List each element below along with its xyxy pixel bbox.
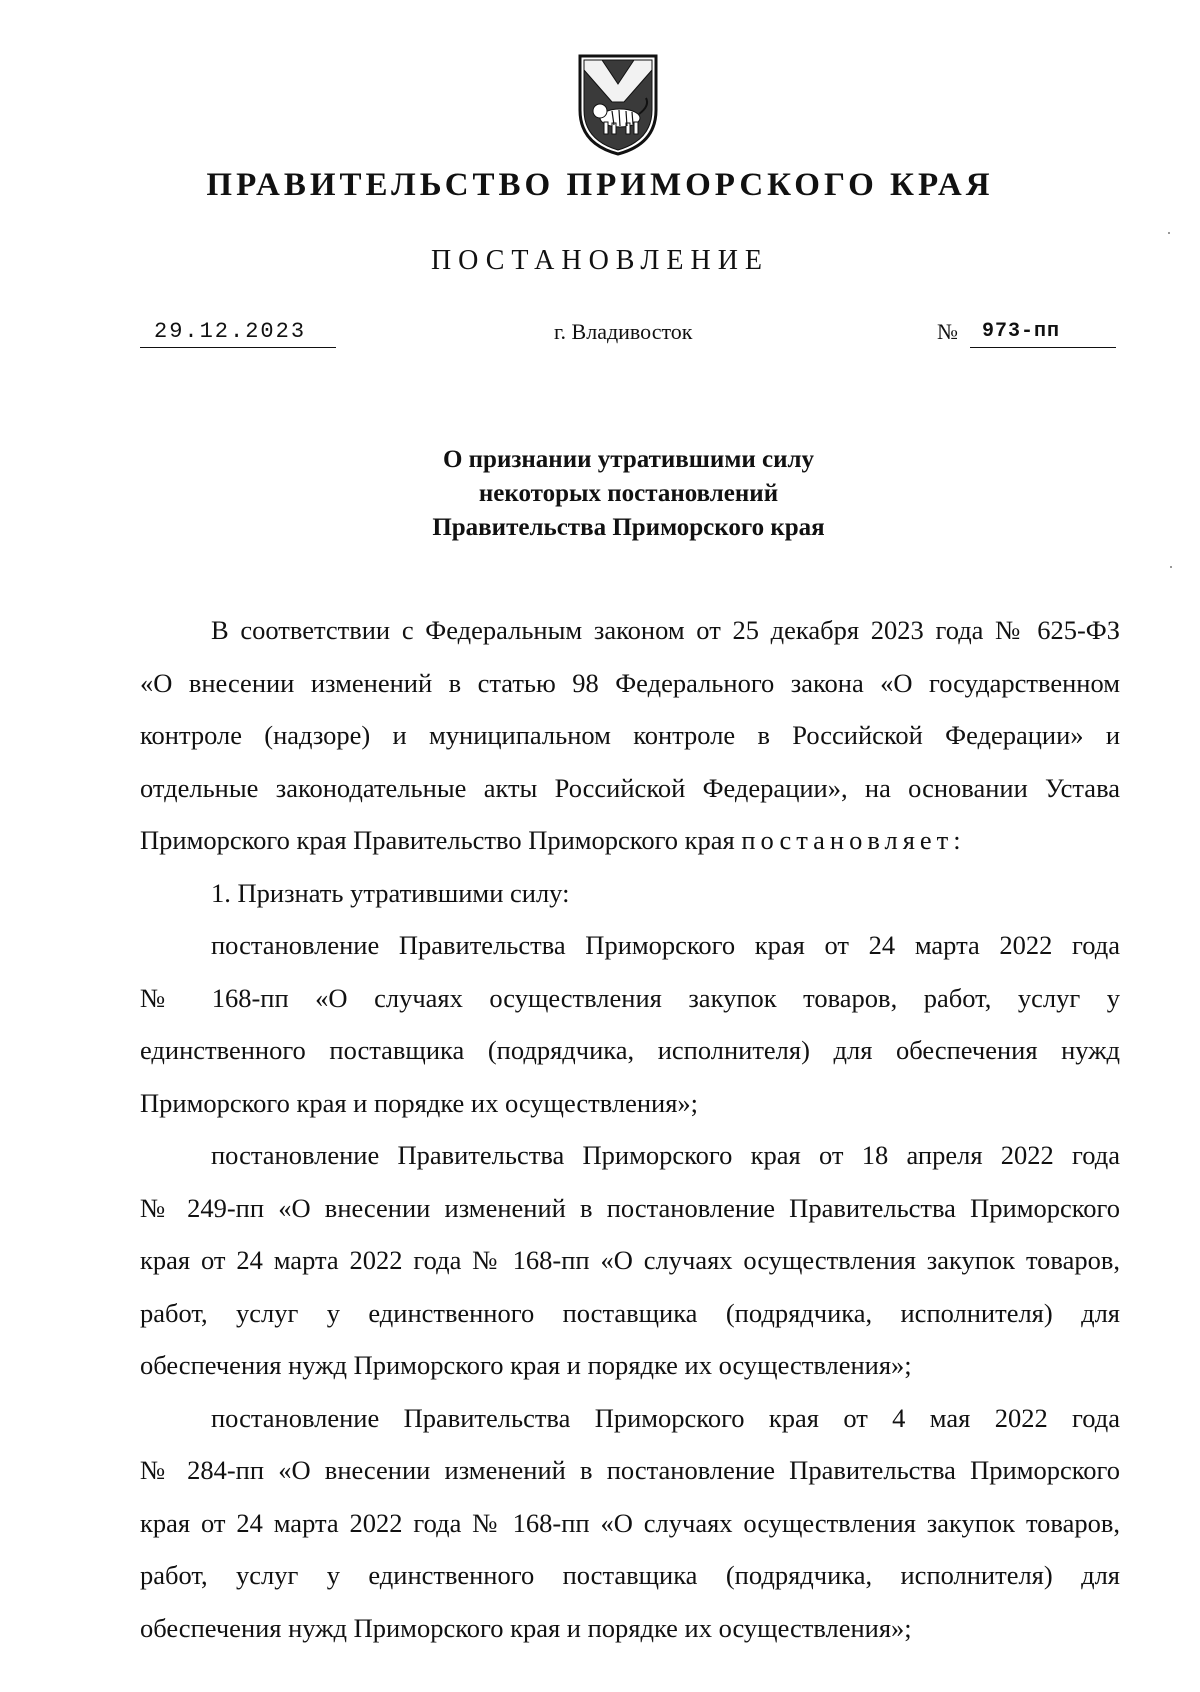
- subject-line: Правительства Приморского края: [432, 514, 825, 541]
- subject-line: некоторых постановлений: [478, 480, 779, 507]
- government-title: ПРАВИТЕЛЬСТВО ПРИМОРСКОГО КРАЯ: [206, 167, 994, 203]
- body-line: № 168-пп «О случаях осуществления закупок товаров, работ, услуг у: [140, 982, 1120, 1013]
- document-city: г. Владивосток: [554, 319, 693, 344]
- body-line: Приморского края и порядке их осуществления»;: [140, 1087, 699, 1118]
- body-line: постановление Правительства Приморского края от 4 мая 2022 года: [211, 1402, 1120, 1433]
- list-item: 1. Признать утратившими силу:: [211, 877, 570, 908]
- body-line: края от 24 марта 2022 года № 168-пп «О случаях осуществления закупок товаров,: [140, 1507, 1120, 1538]
- body-line: единственного поставщика (подрядчика, исполнителя) для обеспечения нужд: [140, 1035, 1120, 1065]
- subject-line: О признании утратившими силу: [442, 446, 815, 473]
- body-line: постановление Правительства Приморского края от 24 марта 2022 года: [211, 930, 1120, 960]
- decree-verb: постановляет:: [741, 825, 966, 855]
- document-number: 973-пп: [970, 318, 1116, 348]
- document-type: ПОСТАНОВЛЕНИЕ: [430, 245, 770, 276]
- coat-of-arms-icon: [572, 48, 664, 158]
- body-line: № 249-пп «О внесении изменений в постановление Правительства Приморского: [140, 1192, 1120, 1223]
- body-line: работ, услуг у единственного поставщика (подрядчика, исполнителя) для: [140, 1560, 1120, 1590]
- document-subject: [0, 443, 1200, 545]
- body-line: № 284-пп «О внесении изменений в постановление Правительства Приморского: [140, 1455, 1120, 1485]
- body-line: обеспечения нужд Приморского края и порядке их осуществления»;: [140, 1350, 912, 1380]
- document-date: 29.12.2023: [140, 318, 336, 348]
- body-line: «О внесении изменений в статью 98 Федерального закона «О государственном: [140, 667, 1120, 698]
- document-body: [140, 604, 1120, 1654]
- body-line: постановление Правительства Приморского края от 18 апреля 2022 года: [211, 1140, 1120, 1170]
- body-line: края от 24 марта 2022 года № 168-пп «О случаях осуществления закупок товаров,: [140, 1245, 1120, 1275]
- body-line: работ, услуг у единственного поставщика (подрядчика, исполнителя) для: [140, 1297, 1120, 1328]
- body-line: контроле (надзоре) и муниципальном контроле в Российской Федерации» и: [140, 720, 1120, 750]
- scan-artifact: [1170, 566, 1172, 568]
- body-line: В соответствии с Федеральным законом от 25 декабря 2023 года № 625-ФЗ: [211, 615, 1120, 645]
- body-line: отдельные законодательные акты Российской Федерации», на основании Устава: [140, 772, 1120, 803]
- body-line: обеспечения нужд Приморского края и порядке их осуществления»;: [140, 1612, 912, 1643]
- number-sign: №: [937, 319, 958, 344]
- body-text: Приморского края Правительство Приморского края: [140, 825, 742, 855]
- scan-artifact: [1168, 232, 1170, 234]
- body-line: [140, 814, 1120, 867]
